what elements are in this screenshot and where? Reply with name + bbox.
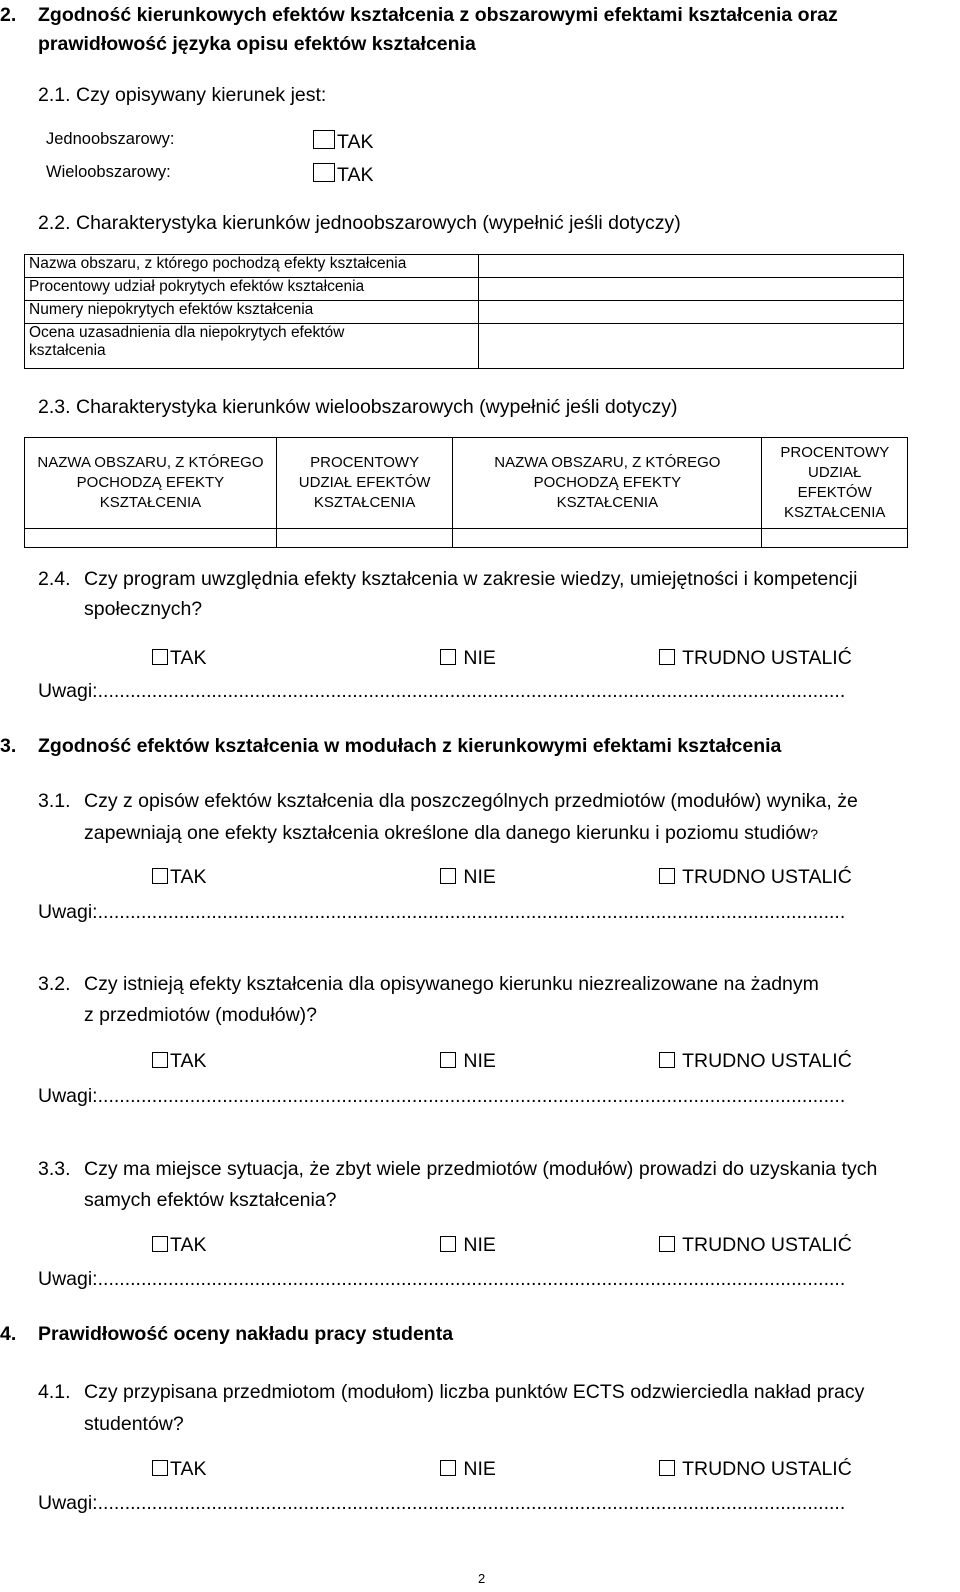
q33-option-tak[interactable] <box>152 1234 206 1257</box>
q33-line2: samych efektów kształcenia? <box>84 1189 337 1211</box>
option-label: TAK <box>170 1458 207 1480</box>
option-label: TRUDNO USTALIĆ <box>682 1458 852 1480</box>
option-label: TRUDNO USTALIĆ <box>682 866 852 888</box>
option-label: NIE <box>463 1234 496 1256</box>
row-value-cell[interactable] <box>479 324 904 369</box>
checkbox-icon[interactable] <box>152 1052 168 1068</box>
option-label: TAK <box>170 866 207 888</box>
row-label: Nazwa obszaru, z którego pochodzą efekty kształcenia <box>25 255 479 278</box>
q41-line1: Czy przypisana przedmiotom (modułom) liczba punktów ECTS odzwierciedla nakład pracy <box>84 1381 865 1403</box>
q32-option-nie[interactable] <box>440 1050 496 1073</box>
q31-line2 <box>84 822 818 845</box>
q33-option-trudno[interactable] <box>659 1234 852 1257</box>
q31-option-trudno[interactable] <box>659 866 852 889</box>
q31-number: 3.1. <box>38 790 71 812</box>
q32-line2: z przedmiotów (modułów)? <box>84 1004 318 1026</box>
option-label: TRUDNO USTALIĆ <box>682 1050 852 1072</box>
checkbox-icon[interactable] <box>659 868 675 884</box>
q22-text: Charakterystyka kierunków jednoobszarowych (wypełnić jeśli dotyczy) <box>76 212 681 234</box>
q24-option-nie[interactable] <box>440 647 496 670</box>
option-label: TRUDNO USTALIĆ <box>682 647 852 669</box>
q24-number: 2.4. <box>38 568 71 590</box>
table-row <box>25 255 904 278</box>
table-jednoobszarowe <box>24 254 904 369</box>
table-header-row <box>25 438 908 529</box>
q32-option-tak[interactable] <box>152 1050 206 1073</box>
section-4-number: 4. <box>0 1323 17 1345</box>
option-label: NIE <box>463 1050 496 1072</box>
q32-line1: Czy istnieją efekty kształcenia dla opisywanego kierunku niezrealizowane na żadnym <box>84 973 819 995</box>
q41-number: 4.1. <box>38 1381 71 1403</box>
q32-option-trudno[interactable] <box>659 1050 852 1073</box>
checkbox-icon[interactable] <box>313 163 335 182</box>
row-value-cell[interactable] <box>479 278 904 301</box>
q32-uwagi[interactable]: Uwagi:.......................................................................................................................................... <box>38 1085 846 1107</box>
q31-line1: Czy z opisów efektów kształcenia dla poszczególnych przedmiotów (modułów) wynika, że <box>84 790 858 812</box>
cell[interactable] <box>762 529 908 548</box>
table-row <box>25 278 904 301</box>
checkbox-icon[interactable] <box>152 649 168 665</box>
table-row <box>25 301 904 324</box>
checkbox-icon[interactable] <box>313 130 335 149</box>
checkbox-icon[interactable] <box>152 868 168 884</box>
q41-option-nie[interactable] <box>440 1458 496 1481</box>
q33-number: 3.3. <box>38 1158 71 1180</box>
section-3-number: 3. <box>0 735 17 757</box>
q31-option-tak[interactable] <box>152 866 206 889</box>
tak-label: TAK <box>337 131 374 153</box>
q24-line2: społecznych? <box>84 598 203 620</box>
option-label: TAK <box>170 1234 207 1256</box>
q41-line2: studentów? <box>84 1413 184 1435</box>
q41-option-tak[interactable] <box>152 1458 206 1481</box>
option-label: NIE <box>463 866 496 888</box>
q22-number: 2.2. <box>38 212 71 234</box>
header-nazwa-obszaru-2: NAZWA OBSZARU, Z KTÓREGO POCHODZĄ EFEKTY KSZTAŁCENIA <box>453 438 762 529</box>
section-3-title: Zgodność efektów kształcenia w modułach z kierunkowymi efektami kształcenia <box>38 735 782 757</box>
q33-uwagi[interactable]: Uwagi:.......................................................................................................................................... <box>38 1268 846 1290</box>
q24-uwagi[interactable]: Uwagi:.......................................................................................................................................... <box>38 680 846 702</box>
cell[interactable] <box>25 529 277 548</box>
option-label: TAK <box>170 1050 207 1072</box>
row-label: Ocena uzasadnienia dla niepokrytych efektów kształcenia <box>25 324 479 369</box>
checkbox-icon[interactable] <box>659 1460 675 1476</box>
checkbox-icon[interactable] <box>440 1052 456 1068</box>
q31-line2-text: zapewniają one efekty kształcenia określone dla danego kierunku i poziomu studiów <box>84 822 811 844</box>
q23-text: Charakterystyka kierunków wieloobszarowych (wypełnić jeśli dotyczy) <box>76 396 678 418</box>
table-row <box>25 529 908 548</box>
q24-line1: Czy program uwzględnia efekty kształcenia w zakresie wiedzy, umiejętności i kompetencji <box>84 568 858 590</box>
q21-number: 2.1. <box>38 84 71 106</box>
header-procentowy-udzial-2: PROCENTOWY UDZIAŁ EFEKTÓW KSZTAŁCENIA <box>762 438 908 529</box>
q23-number: 2.3. <box>38 396 71 418</box>
section-2-number: 2. <box>0 4 17 26</box>
q31-uwagi[interactable]: Uwagi:.......................................................................................................................................... <box>38 901 846 923</box>
q31-option-nie[interactable] <box>440 866 496 889</box>
header-nazwa-obszaru-1: NAZWA OBSZARU, Z KTÓREGO POCHODZĄ EFEKTY KSZTAŁCENIA <box>25 438 277 529</box>
tak-label: TAK <box>337 164 374 186</box>
page-number: 2 <box>478 1571 486 1586</box>
checkbox-icon[interactable] <box>659 1236 675 1252</box>
q24-option-tak[interactable] <box>152 647 206 670</box>
checkbox-icon[interactable] <box>152 1460 168 1476</box>
section-2-title-line1: Zgodność kierunkowych efektów kształcenia z obszarowymi efektami kształcenia oraz <box>38 4 838 26</box>
row-value-cell[interactable] <box>479 301 904 324</box>
q21-text: Czy opisywany kierunek jest: <box>76 84 327 106</box>
section-2-title-line2: prawidłowość języka opisu efektów kształcenia <box>38 33 476 55</box>
cell[interactable] <box>453 529 762 548</box>
q24-option-trudno[interactable] <box>659 647 852 670</box>
checkbox-icon[interactable] <box>659 649 675 665</box>
checkbox-icon[interactable] <box>440 649 456 665</box>
header-procentowy-udzial-1: PROCENTOWY UDZIAŁ EFEKTÓW KSZTAŁCENIA <box>276 438 453 529</box>
q32-number: 3.2. <box>38 973 71 995</box>
row-label: Numery niepokrytych efektów kształcenia <box>25 301 479 324</box>
row-value-cell[interactable] <box>479 255 904 278</box>
wielo-tak-option[interactable] <box>313 163 373 187</box>
option-label: TAK <box>170 647 207 669</box>
checkbox-icon[interactable] <box>659 1052 675 1068</box>
q33-option-nie[interactable] <box>440 1234 496 1257</box>
q41-option-trudno[interactable] <box>659 1458 852 1481</box>
q41-uwagi[interactable]: Uwagi:.......................................................................................................................................... <box>38 1492 846 1514</box>
checkbox-icon[interactable] <box>440 1460 456 1476</box>
cell[interactable] <box>276 529 453 548</box>
q33-line1: Czy ma miejsce sytuacja, że zbyt wiele przedmiotów (modułów) prowadzi do uzyskania tych <box>84 1158 878 1180</box>
table-wieloobszarowe <box>24 437 908 548</box>
q31-line2-end: ? <box>810 826 819 842</box>
checkbox-icon[interactable] <box>440 868 456 884</box>
jedno-label: Jednoobszarowy: <box>46 130 175 148</box>
jedno-tak-option[interactable] <box>313 130 373 154</box>
row-label: Procentowy udział pokrytych efektów kształcenia <box>25 278 479 301</box>
option-label: TRUDNO USTALIĆ <box>682 1234 852 1256</box>
checkbox-icon[interactable] <box>440 1236 456 1252</box>
option-label: NIE <box>463 1458 496 1480</box>
table-row <box>25 324 904 369</box>
wielo-label: Wieloobszarowy: <box>46 163 171 181</box>
section-4-title: Prawidłowość oceny nakładu pracy studenta <box>38 1323 454 1345</box>
checkbox-icon[interactable] <box>152 1236 168 1252</box>
option-label: NIE <box>463 647 496 669</box>
